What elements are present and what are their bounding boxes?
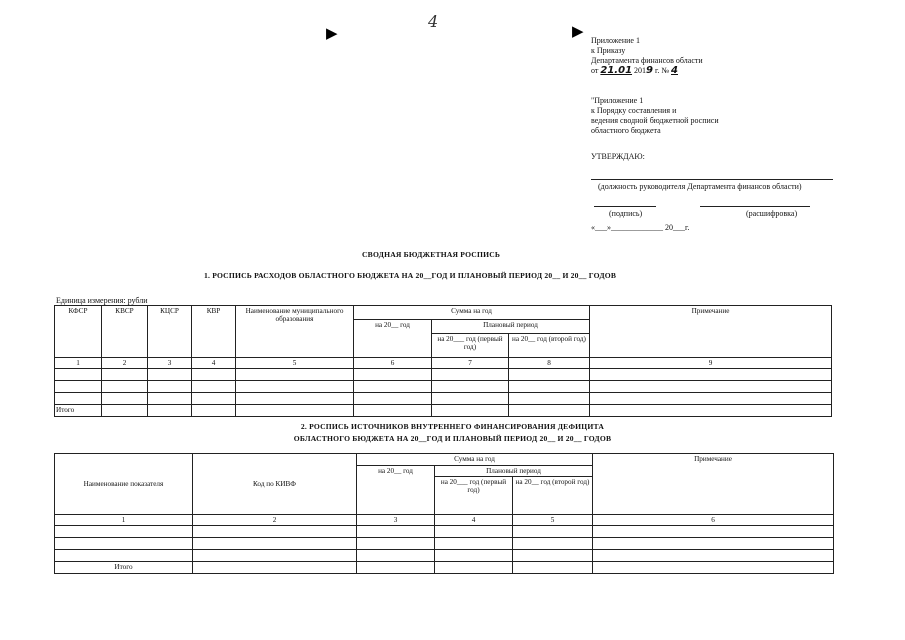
handwritten-year: 9 bbox=[646, 65, 653, 76]
cell[interactable] bbox=[432, 393, 509, 405]
column-number: 2 bbox=[193, 515, 357, 526]
col-header-second-year: на 20__ год (второй год) bbox=[509, 334, 590, 358]
table-row bbox=[55, 381, 832, 393]
decode-line bbox=[700, 206, 810, 207]
cell[interactable] bbox=[236, 393, 354, 405]
cell[interactable] bbox=[193, 538, 357, 550]
page-number: 4 bbox=[428, 12, 439, 31]
total-row bbox=[55, 562, 834, 574]
order-line: Департамента финансов области bbox=[591, 56, 703, 65]
binder-mark-right: ▶ bbox=[572, 24, 584, 40]
cell[interactable] bbox=[193, 562, 357, 574]
cell[interactable] bbox=[513, 526, 593, 538]
cell[interactable] bbox=[513, 550, 593, 562]
column-number: 1 bbox=[55, 358, 102, 369]
column-number: 7 bbox=[432, 358, 509, 369]
main-title: СВОДНАЯ БЮДЖЕТНАЯ РОСПИСЬ bbox=[362, 250, 501, 259]
appendix-line: к Порядку составления и bbox=[591, 106, 677, 115]
table-row bbox=[55, 369, 832, 381]
financing-sources-table bbox=[54, 453, 834, 574]
cell[interactable] bbox=[55, 393, 102, 405]
cell[interactable] bbox=[102, 381, 148, 393]
order-line: к Приказу bbox=[591, 46, 626, 55]
col-header-sum: Сумма на год bbox=[354, 306, 590, 320]
cell[interactable] bbox=[55, 381, 102, 393]
number-prefix: г. № bbox=[655, 66, 670, 75]
cell[interactable] bbox=[357, 562, 435, 574]
appendix-line: областного бюджета bbox=[591, 126, 661, 135]
total-label: Итого bbox=[55, 562, 193, 574]
approve-label: УТВЕРЖДАЮ: bbox=[591, 152, 645, 161]
cell[interactable] bbox=[593, 538, 834, 550]
signature-line bbox=[594, 206, 656, 207]
col-header-kfsr: КФСР bbox=[55, 306, 102, 358]
col-header-kvsr: КВСР bbox=[102, 306, 148, 358]
cell[interactable] bbox=[354, 405, 432, 417]
cell[interactable] bbox=[432, 405, 509, 417]
cell[interactable] bbox=[590, 405, 832, 417]
handwritten-number: 4 bbox=[671, 65, 678, 76]
year-prefix: 201 bbox=[634, 66, 647, 75]
position-caption: (должность руководителя Департамента финансов области) bbox=[598, 182, 802, 191]
cell[interactable] bbox=[148, 393, 192, 405]
cell[interactable] bbox=[102, 369, 148, 381]
cell[interactable] bbox=[192, 381, 236, 393]
order-line: Приложение 1 bbox=[591, 36, 640, 45]
cell[interactable] bbox=[509, 369, 590, 381]
cell[interactable] bbox=[236, 369, 354, 381]
cell[interactable] bbox=[432, 369, 509, 381]
cell[interactable] bbox=[590, 381, 832, 393]
cell[interactable] bbox=[193, 550, 357, 562]
cell[interactable] bbox=[354, 393, 432, 405]
cell[interactable] bbox=[148, 405, 192, 417]
col-header-sum: Сумма на год bbox=[357, 454, 593, 466]
cell[interactable] bbox=[354, 369, 432, 381]
cell[interactable] bbox=[192, 369, 236, 381]
col-header-second-year: на 20__ год (второй год) bbox=[513, 477, 593, 515]
table-row bbox=[55, 538, 834, 550]
cell[interactable] bbox=[55, 550, 193, 562]
column-number: 3 bbox=[357, 515, 435, 526]
cell[interactable] bbox=[593, 526, 834, 538]
appendix-line: "Приложение 1 bbox=[591, 96, 644, 105]
total-label: Итого bbox=[55, 405, 102, 417]
cell[interactable] bbox=[509, 393, 590, 405]
cell[interactable] bbox=[148, 369, 192, 381]
col-header-plan: Плановый период bbox=[432, 320, 590, 334]
column-number: 2 bbox=[102, 358, 148, 369]
cell[interactable] bbox=[236, 405, 354, 417]
col-header-kcsr: КЦСР bbox=[148, 306, 192, 358]
cell[interactable] bbox=[590, 393, 832, 405]
col-header-note: Примечание bbox=[593, 454, 834, 515]
binder-mark-left: ▶ bbox=[326, 26, 338, 42]
cell[interactable] bbox=[102, 405, 148, 417]
column-number: 8 bbox=[509, 358, 590, 369]
section2-title-line2: ОБЛАСТНОГО БЮДЖЕТА НА 20__ГОД И ПЛАНОВЫЙ ПЕРИОД 20__ И 20__ ГОДОВ bbox=[293, 434, 612, 443]
cell[interactable] bbox=[357, 538, 435, 550]
col-header-note: Примечание bbox=[590, 306, 832, 358]
cell[interactable] bbox=[435, 562, 513, 574]
cell[interactable] bbox=[193, 526, 357, 538]
cell[interactable] bbox=[509, 381, 590, 393]
cell[interactable] bbox=[357, 550, 435, 562]
cell[interactable] bbox=[102, 393, 148, 405]
column-numbers-row bbox=[55, 515, 834, 526]
cell[interactable] bbox=[192, 393, 236, 405]
order-block bbox=[591, 36, 703, 76]
cell[interactable] bbox=[55, 538, 193, 550]
cell[interactable] bbox=[55, 369, 102, 381]
decode-caption: (расшифровка) bbox=[746, 209, 798, 218]
cell[interactable] bbox=[236, 381, 354, 393]
column-numbers-row bbox=[55, 358, 832, 369]
order-date-line bbox=[591, 66, 703, 76]
appendix-line: ведения сводной бюджетной росписи bbox=[591, 116, 719, 125]
column-number: 4 bbox=[435, 515, 513, 526]
table-row bbox=[55, 526, 834, 538]
date-prefix: от bbox=[591, 66, 599, 75]
cell[interactable] bbox=[432, 381, 509, 393]
cell[interactable] bbox=[435, 550, 513, 562]
col-header-kvr: КВР bbox=[192, 306, 236, 358]
expenses-table bbox=[54, 305, 832, 417]
col-header-kivf: Код по КИВФ bbox=[193, 454, 357, 515]
cell[interactable] bbox=[192, 405, 236, 417]
col-header-name: Наименование муниципального образования bbox=[236, 306, 354, 358]
table-row bbox=[55, 550, 834, 562]
column-number: 4 bbox=[192, 358, 236, 369]
col-header-year: на 20__ год bbox=[354, 320, 432, 358]
signature-caption: (подпись) bbox=[609, 209, 643, 218]
cell[interactable] bbox=[357, 526, 435, 538]
approve-date-line: «___»_____________ 20___г. bbox=[591, 223, 690, 232]
cell[interactable] bbox=[593, 550, 834, 562]
column-number: 5 bbox=[236, 358, 354, 369]
cell[interactable] bbox=[435, 526, 513, 538]
cell[interactable] bbox=[513, 562, 593, 574]
handwritten-date: 21.01 bbox=[600, 65, 633, 76]
column-number: 3 bbox=[148, 358, 192, 369]
cell[interactable] bbox=[354, 381, 432, 393]
total-row bbox=[55, 405, 832, 417]
cell[interactable] bbox=[435, 538, 513, 550]
section2-title bbox=[0, 421, 905, 445]
cell[interactable] bbox=[148, 381, 192, 393]
section2-title-line1: 2. РОСПИСЬ ИСТОЧНИКОВ ВНУТРЕННЕГО ФИНАНСИРОВАНИЯ ДЕФИЦИТА bbox=[300, 422, 605, 431]
appendix-block bbox=[591, 96, 719, 136]
col-header-plan: Плановый период bbox=[435, 466, 593, 477]
column-number: 5 bbox=[513, 515, 593, 526]
cell[interactable] bbox=[513, 538, 593, 550]
column-number: 9 bbox=[590, 358, 832, 369]
col-header-first-year: на 20___ год (первый год) bbox=[432, 334, 509, 358]
position-line bbox=[591, 179, 833, 180]
cell[interactable] bbox=[590, 369, 832, 381]
section1-title: 1. РОСПИСЬ РАСХОДОВ ОБЛАСТНОГО БЮДЖЕТА НА 20__ГОД И ПЛАНОВЫЙ ПЕРИОД 20__ И 20__ ГОДОВ bbox=[204, 271, 617, 280]
column-number: 1 bbox=[55, 515, 193, 526]
col-header-year: на 20__ год bbox=[357, 466, 435, 515]
cell[interactable] bbox=[593, 562, 834, 574]
col-header-first-year: на 20___ год (первый год) bbox=[435, 477, 513, 515]
cell[interactable] bbox=[55, 526, 193, 538]
cell[interactable] bbox=[509, 405, 590, 417]
unit-label: Единица измерения: рубли bbox=[56, 296, 148, 305]
col-header-indicator: Наименование показателя bbox=[55, 454, 193, 515]
table-row bbox=[55, 393, 832, 405]
column-number: 6 bbox=[593, 515, 834, 526]
column-number: 6 bbox=[354, 358, 432, 369]
